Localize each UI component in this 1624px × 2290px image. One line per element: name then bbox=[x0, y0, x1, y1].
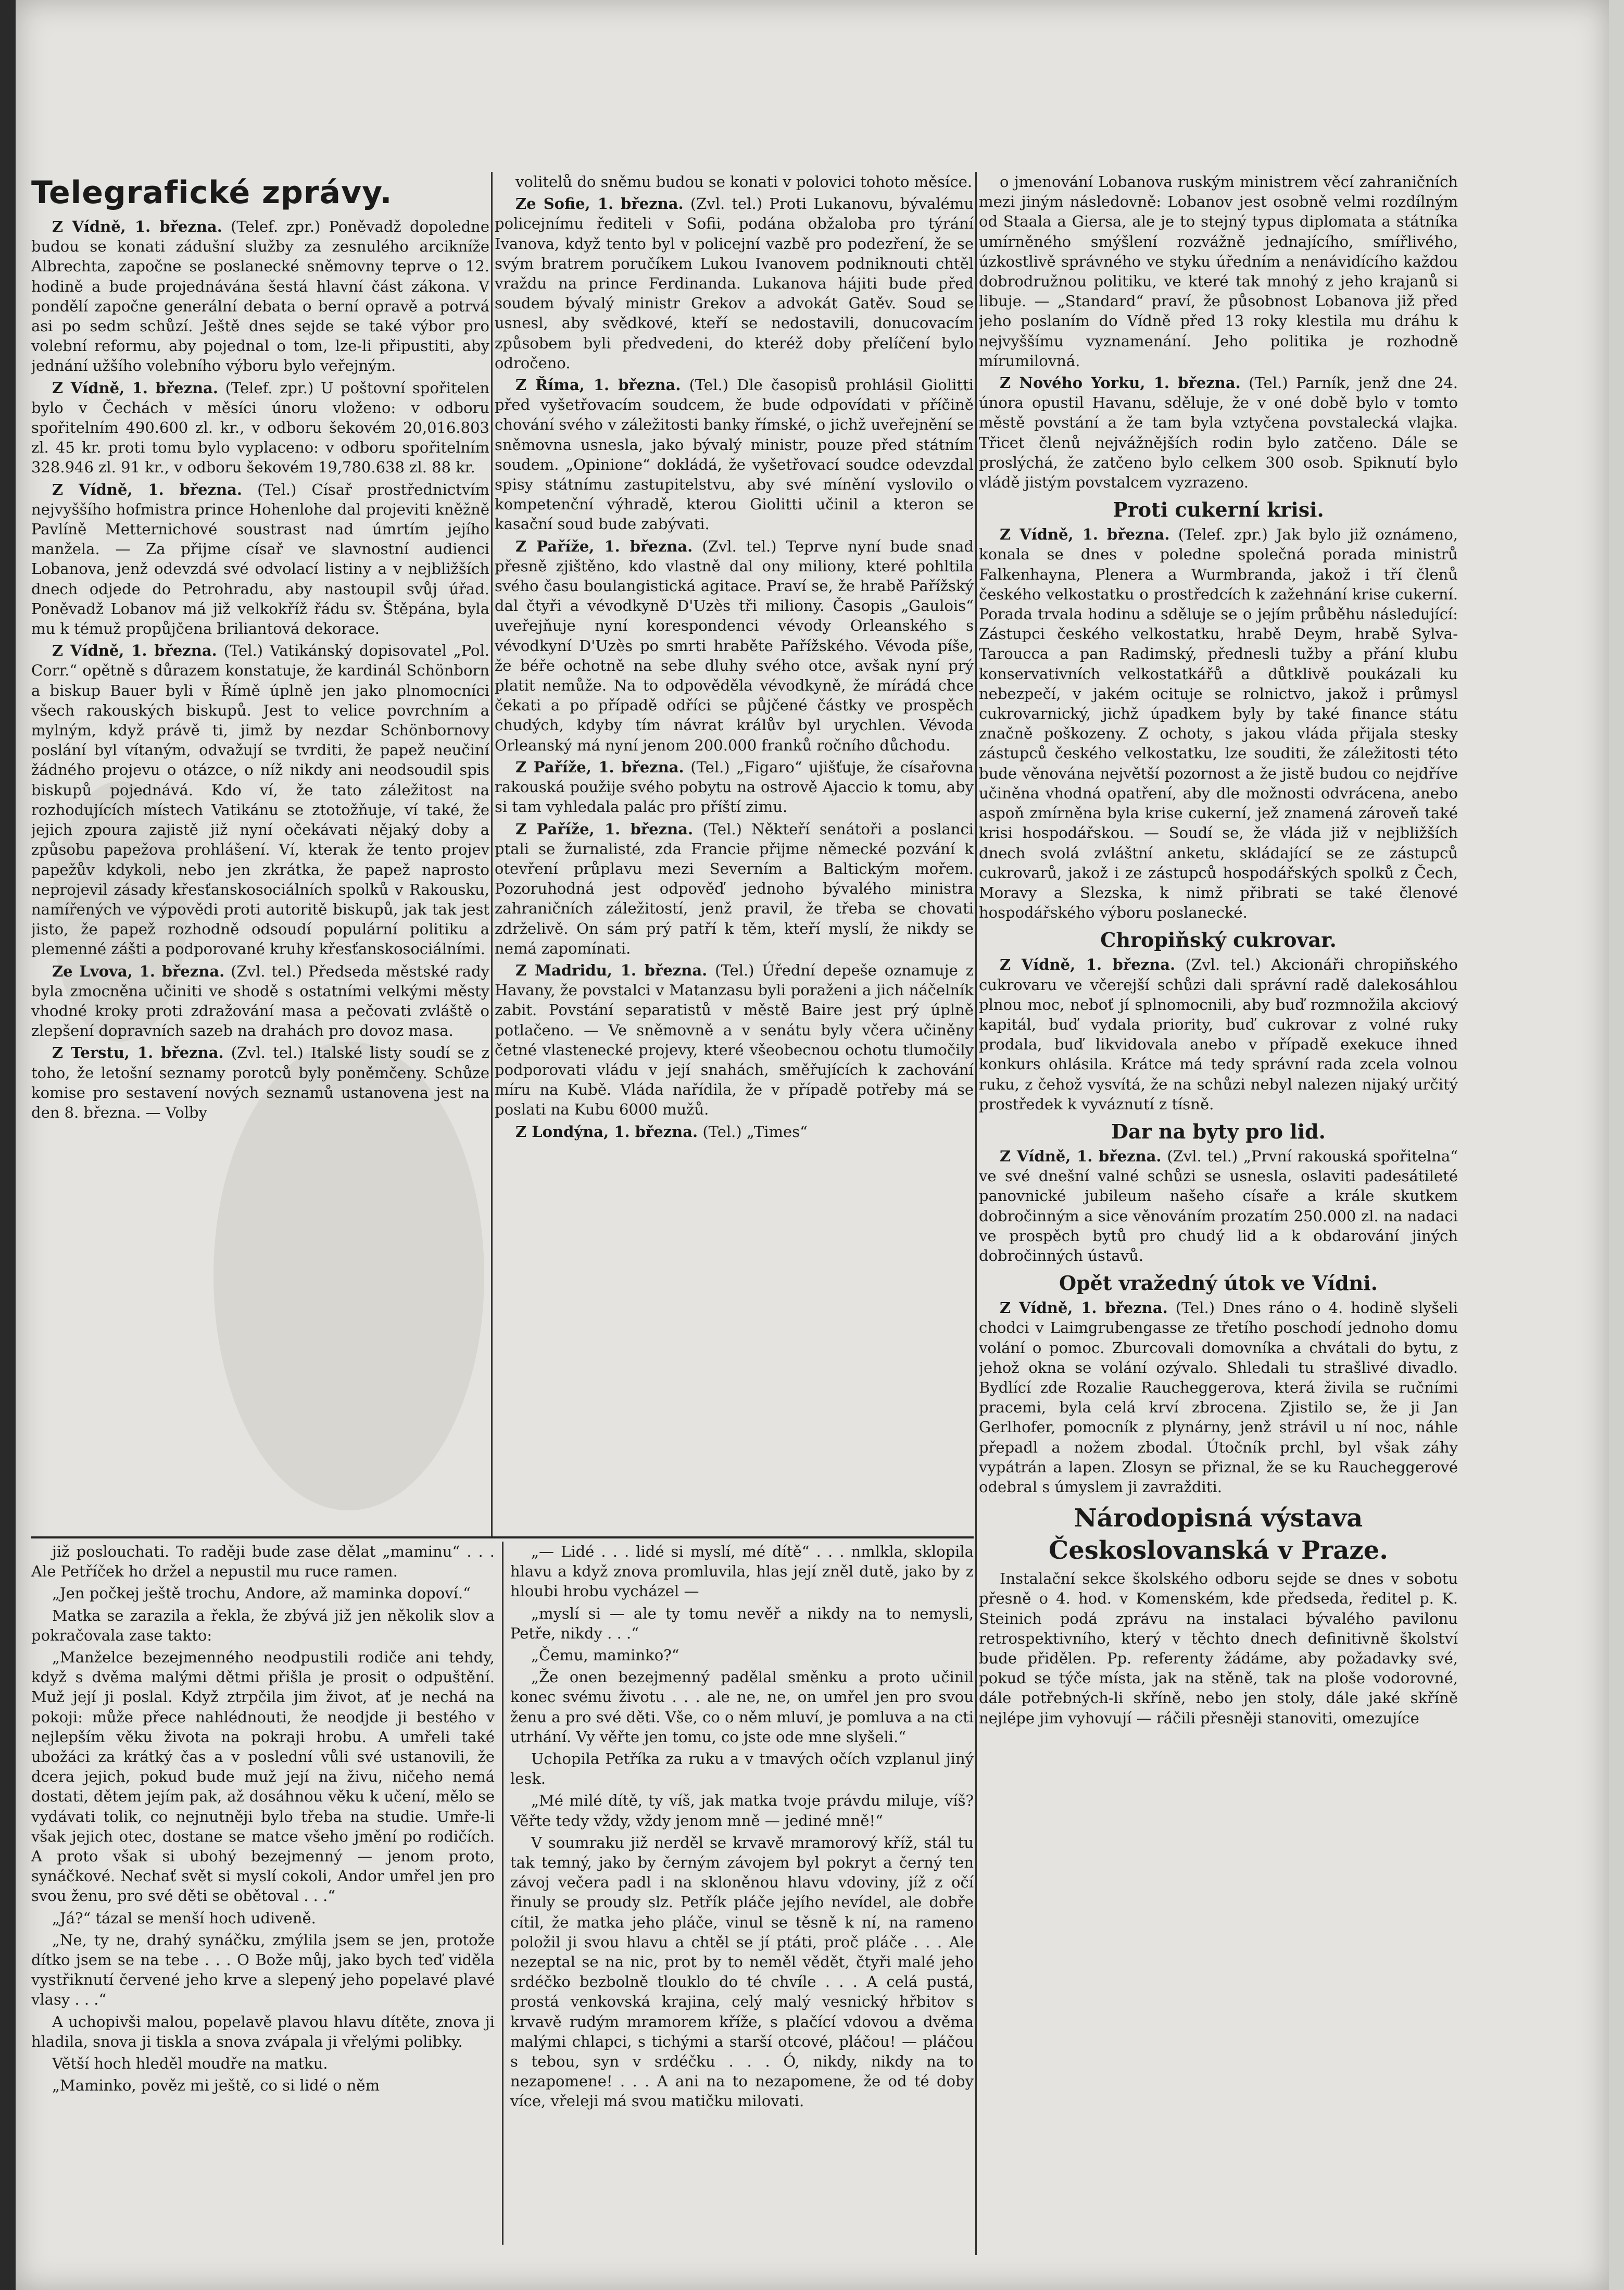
news-item bbox=[31, 480, 489, 639]
news-dateline: Ze Sofie, 1. března. bbox=[515, 195, 684, 213]
news-text: Vatikánský dopisovatel „Pol. Corr.“ opětně s důrazem konstatuje, že kardinál Schönborn a biskup Bauer byli v Římě úplně jen jako plnomocníci všech rakouských biskupů. Jest to velice povrchním a mylným, když právě ti, jimž by nezdar Schönbornovy poslání byl vítaným, odvažují se tvrditi, že papež neučiní žádného projevu o otázce, o níž nikdy ani neodsoudil spis biskupů pojednává. Kdo ví, že tato záležitost na rozhodujících místech Vatikánu se ztotožňuje, ví také, že jejich zpoura zajistě již nyní očekávati nějaký doby a způsobu papežova prohlášení. Ví, kterak že tento projev papežův kdykoli, nebo jen zkrátka, že papež naprosto neprojevil zásady křesťanskosociálních spolků v Rakousku, namířených ve výpovědi proti autoritě biskupů, jak tak jest jisto, že papež rozhodně odsoudí populární politiku a plemenné zášti a podporované kruhy křesťanskosociálními. bbox=[31, 642, 489, 958]
section-heading: Proti cukerní krisi. bbox=[1113, 498, 1324, 522]
feuilleton-paragraph: „Já?“ tázal se menší hoch udiveně. bbox=[52, 1909, 316, 1927]
column-3 bbox=[979, 172, 1458, 2259]
news-source: (Telef. zpr.) bbox=[231, 218, 321, 235]
feuilleton-paragraph: Matka se zarazila a řekla, že zbývá již jen několik slov a pokračovala zase takto: bbox=[31, 1606, 495, 1644]
news-dateline: Z Říma, 1. března. bbox=[515, 376, 681, 394]
news-source: (Tel.) bbox=[257, 480, 297, 498]
news-item bbox=[979, 373, 1458, 492]
news-text: Předseda městské rady byla zmocněna učiniti ve shodě s ostatními velkými městy vhodné kroky proti zdražování masa a pečovati zvláště o zlepšení dopravních sazeb na drahách pro dovoz masa. bbox=[31, 962, 489, 1040]
news-item bbox=[31, 961, 489, 1041]
news-dateline: Z Madridu, 1. března. bbox=[515, 961, 708, 979]
news-text: Poněvadž dopoledne budou se konati zádušní služby za zesnulého arcikníže Albrechta, započne se poslanecké sněmovny teprve o 12. hodině a bude projednávána šestá hlavní část zákona. V pondělí započne generální debata o berní opravě a potrvá asi po sedm schůzí. Ještě dnes sejde se také výbor pro volební reformu, aby pojednal o tom, lze-li připustiti, aby jednání užšího volebního výboru bylo veřejným. bbox=[31, 218, 489, 375]
news-source: (Telef. zpr.) bbox=[1178, 525, 1268, 544]
news-source: (Zvl. tel.) bbox=[1185, 956, 1261, 974]
feuilleton-paragraph: Větší hoch hleděl moudře na matku. bbox=[52, 2055, 328, 2073]
news-item bbox=[31, 1043, 489, 1122]
news-source: (Tel.) bbox=[223, 642, 263, 660]
news-item bbox=[31, 641, 489, 959]
news-dateline: Z Vídně, 1. března. bbox=[1000, 1147, 1162, 1165]
news-dateline: Z Terstu, 1. března. bbox=[52, 1044, 224, 1062]
news-item bbox=[495, 1122, 974, 1142]
news-text: Dle časopisů prohlásil Giolitti před vyšetřovacím soudcem, že bude odpovídati v příčině chování svého v záležitosti banky římské, o jichž uveřejnění se sněmovna usnesla, jako bývalý ministr, pouze před státním soudem. „Opinione“ dokládá, že vyšetřovací soudce odevzdal spisy státnímu zastupitelstvu, aby své mínění vyslovilo o kompetenční výhradě, kterou Giolitti učinil a kteron se kasační soud bude zabývati. bbox=[495, 376, 974, 533]
news-item bbox=[495, 819, 974, 958]
column-2 bbox=[495, 172, 974, 1526]
feuilleton-paragraph: „Jen počkej ještě trochu, Andore, až maminka dopoví.“ bbox=[52, 1584, 471, 1603]
news-item bbox=[495, 757, 974, 817]
news-dateline: Z Vídně, 1. března. bbox=[52, 379, 218, 397]
news-source: (Zvl. tel.) bbox=[690, 195, 763, 213]
news-item bbox=[979, 955, 1458, 1114]
news-text: U poštovní spořitelen bylo v Čechách v měsíci únoru vloženo: v odboru spořitelním 490.600 zl. kr., v odboru šekovém 20,016.803 zl. 45 kr. proti tomu bylo vyplaceno: v odboru spořitelním 328.946 zl. 91 kr., v odboru šekovém 19,780.638 zl. 88 kr. bbox=[31, 379, 489, 477]
news-text: Jak bylo již oznámeno, konala se dnes v poledne společná porada ministrů Falkenhayna, Plenera a Wurmbranda, jakož i tří členů českého velkostatku o prostředcích k zažehnání krise cukerní. Porada trvala hodinu a sděluje se o jejím průběhu následující: Zástupci českého velkostatku, hrabě Deym, hrabě Sylva-Taroucca a pan Radimský, přednesli tužby a přání klubu konservativních velkostatkářů a důtklivě poukázali ku nebezpečí, v jakém ocituje se rolnictvo, jakož i průmysl cukrovarnický, jichž úpadkem byly by také finance státu značně poškozeny. Z ochoty, s jakou vláda přijala stesky zástupců českého velkostatku, lze souditi, že záležitosti této bude věnována největší pozornost a že jistě budou co nejdříve učiněna vhodná opatření, aby dle možnosti odvrácena, anebo aspoň zmírněna byla krise cukerní, jež znamená zároveň také krisi hospodářskou. — Soudí se, že vláda již v nejbližších dnech svolá zvláštní anketu, skládající se ze zástupců cukrovarů, jakož i ze zástupců hospodářských spolků z Čech, Moravy a Slezska, k nimž přibrati se také členové hospodářského výboru poslanecké. bbox=[979, 525, 1458, 922]
news-item bbox=[495, 536, 974, 755]
news-dateline: Z Vídně, 1. března. bbox=[52, 480, 243, 498]
news-text: Úřední depeše oznamuje z Havany, že povstalci v Matanzasu byli poraženi a jich náčelník zabit. Povstání separatistů v městě Baire jest prý úplně potlačeno. — Ve sněmovně a v senátu byly včera učiněny četné vlastenecké projevy, které všeobecnou ochotu tlumočily podporovati vládu v její snahách, směřujících k zachování míru na Kubě. Vláda nařídila, že v případě potřeby má se poslati na Kubu 6000 mužů. bbox=[495, 961, 974, 1119]
news-dateline: Z Paříže, 1. března. bbox=[515, 820, 694, 838]
news-text: Italské listy soudí se z toho, že letošní seznamy porotců byly poněmčeny. Schůze komise pro sestavení nových seznamů ustanovena jest na den 8. března. — Volby bbox=[31, 1044, 489, 1121]
section-heading: Dar na byty pro lid. bbox=[1111, 1119, 1326, 1143]
news-text: Parník, jenž dne 24. února opustil Havanu, sděluje, že v oné době bylo v tomto městě povstání a že tam byla vztyčena povstalecká vlajka. Třicet členů nejvážnějších rodin bylo zatčeno. Dále se proslýchá, že zatčeno bylo celkem 300 osob. Spiknutí bylo vládě jistým povstalcem vyzrazeno. bbox=[979, 374, 1458, 492]
feuilleton-paragraph: již poslouchati. To raději bude zase dělat „maminu“ . . . Ale Petříček ho držel a nepustil mu ruce ramen. bbox=[31, 1543, 495, 1581]
news-text: Někteří senátoři a poslanci ptali se žurnalisté, zda Francie přijme německé pozvání k otevření průplavu mezi Severním a Baltickým mořem. Pozoruhodná jest odpověď jednoho bývalého ministra zahraničních záležitostí, jenž pravil, že třeba se chovati zdrželivě. On sám prý patří k těm, kteří myslí, že nikdy se nemá zapomínati. bbox=[495, 820, 974, 957]
news-item bbox=[979, 172, 1458, 371]
news-dateline: Z Vídně, 1. března. bbox=[1000, 956, 1176, 974]
page-edge-left bbox=[0, 0, 16, 2290]
news-source: (Tel.) bbox=[689, 376, 729, 394]
news-text: Císař prostřednictvím nejvyššího hofmistra prince Hohenlohe dal projeviti kněžně Pavlíně Metternichové soustrast nad úmrtím jejího manžela. — Za přijme císař ve slavnostní audienci Lobanova, jenž odevzdá své odvolací listiny a v nejbližších dnech odjede do Petrohradu, aby nastoupil svůj úřad. Poněvadž Lobanov má již velkokříž řádu sv. Štěpána, byla mu k témuž propůjčena briliantová dekorace. bbox=[31, 480, 489, 638]
feuilleton-paragraph: „— Lidé . . . lidé si myslí, mé dítě“ . . . nmlkla, sklopila hlavu a když znova promluvila, hlas její zněl dutě, jako by z hloubi hrobu vycházel — bbox=[510, 1543, 974, 1600]
news-dateline: Z Nového Yorku, 1. března. bbox=[1000, 374, 1241, 392]
news-source: (Tel.) bbox=[1249, 374, 1288, 392]
news-dateline: Z Vídně, 1. března. bbox=[1000, 525, 1170, 544]
news-dateline: Z Vídně, 1. března. bbox=[52, 218, 222, 235]
news-item bbox=[31, 378, 489, 478]
news-dateline: Z Paříže, 1. března. bbox=[515, 758, 684, 776]
news-item bbox=[495, 375, 974, 534]
feuilleton-paragraph: „Maminko, pověz mi ještě, co si lidé o něm bbox=[52, 2076, 380, 2095]
section-heading: Národopisná výstava Českoslovanská v Praze. bbox=[1049, 1504, 1388, 1566]
news-dateline: Z Paříže, 1. března. bbox=[515, 537, 693, 555]
news-item bbox=[979, 1146, 1458, 1266]
news-item bbox=[495, 960, 974, 1120]
news-item bbox=[31, 217, 489, 376]
news-text: „První rakouská spořitelna“ ve své dnešní valné schůzi se usnesla, oslaviti padesátileté panovnické jubileum našeho císaře a krále skutkem dobročinným a sice věnováním prozatím 250.000 zl. na nadaci ve prospěch bytů pro chudý lid a k obdarování jiných dobročinných ústavů. bbox=[979, 1147, 1458, 1265]
feuilleton-paragraph: „Že onen bezejmenný padělal směnku a proto učinil konec svému životu . . . ale ne, ne, on umřel jen pro svou ženu a pro své děti. Vše, co o něm mluví, je pomluva a na cti utrhání. Vy věřte jen tomu, co jste ode mne slyšeli.“ bbox=[510, 1668, 974, 1746]
news-dateline: Z Vídně, 1. března. bbox=[52, 642, 217, 660]
column-1 bbox=[31, 172, 489, 1526]
news-source: (Tel.) bbox=[1175, 1299, 1215, 1317]
news-source: (Tel.) bbox=[702, 1122, 742, 1141]
news-item bbox=[979, 524, 1458, 922]
news-item bbox=[979, 1298, 1458, 1497]
news-text: Akcionáři chropiňského cukrovaru ve včerejší schůzi dali správní radě dalekosáhlou plnou moc, neboť jí splnomocnili, aby buď rozmnožila akciový kapitál, buď vydala priority, buď cukrovar z volné ruky prodala, buď likvidovala anebo v případě exekuce ihned konkurs ohlásila. Krátce má tedy správní rada zcela volnou ruku, z čehož vysvítá, že na schůzi nebyl nalezen nijaký určitý prostředek k vyváznutí z tísně. bbox=[979, 956, 1458, 1113]
feuilleton bbox=[31, 1536, 974, 2260]
feuilleton-paragraph: „myslí si — ale ty tomu nevěř a nikdy na to nemysli, Petře, nikdy . . .“ bbox=[510, 1604, 974, 1642]
news-item bbox=[495, 194, 974, 373]
news-text: volitelů do sněmu budou se konati v polovici tohoto měsíce. bbox=[515, 173, 973, 191]
news-text: Teprve nyní bude snad přesně zjištěno, kdo vlastně dal ony miliony, které pohltila svého času boulangistická agitace. Praví se, že hrabě Pařížský dal čtyři a vévodkyně D'Uzès tři miliony. Časopis „Gaulois“ uveřejňuje nyní korespondenci vévody Orleanského s vévodkyní D'Uzès po smrti hraběte Pařížského. Vévoda píše, že béře ochotně na sebe dluhy svého otce, avšak nyní prý platit nemůže. Na to odpověděla vévodkyně, že mírádá chce čekati a po případě odříci se půjčené částky ve prospěch chudých, kdyby tím návrat králův byl urychlen. Vévoda Orleanský má nyní jenom 200.000 franků ročního důchodu. bbox=[495, 537, 974, 754]
news-source: (Tel.) bbox=[715, 961, 754, 979]
news-text: Instalační sekce školského odboru sejde se dnes v sobotu přesně o 4. hod. v Komenském, kde předseda, ředitel p. K. Steinich podá zprávu na instalaci bývalého pavilonu retrospektivního, který v těchto dnech definitivně školství bude přidělen. Pp. referenty žádáme, aby požadavky své, pokud se týče místa, jak na stěně, tak na ploše vodorovné, dále potřebných-li skříně, nebo jen stoly, dále jaké skříně nejlépe jim vyhovují — ráčili přesněji stanoviti, omezujíce bbox=[979, 1570, 1458, 1727]
feuilleton-paragraph: „Mé milé dítě, ty víš, jak matka tvoje právdu miluje, víš? Věřte tedy vždy, vždy jenom mně — jediné mně!“ bbox=[510, 1792, 974, 1830]
news-item bbox=[495, 172, 974, 192]
news-source: (Zvl. tel.) bbox=[702, 537, 777, 555]
feuilleton-paragraph: „Manželce bezejmenného neodpustili rodiče ani tehdy, když s dvěma malými dětmi přišla je prosit o odpuštění. Muž její ji poslal. Když ztrpčila jim život, ať je nechá na pokoji: může přece nahlédnouti, že neodjde ji bestého v nejlepším věku života na pokraji hrobu. A umřeli také ubožáci za krátký čas a v poslední vůli své ustanovili, že dcera jejich, pokud bude muž její na živu, ničeho nemá dostati, dětem jejím pak, až dosáhnou věku k učení, mělo se vydávati tolik, co nejnutněji bylo třeba na studie. Umře-li však jejich otec, dostane se matce všeho jmění po rodičích. A proto však si ubohý bezejmenný — jenom proto, synáčkové. Nechať svět si myslí cokoli, Andor umřel jen pro svou ženu, pro své děti se obětoval . . .“ bbox=[31, 1648, 495, 1905]
section-masthead: Telegrafické zprávy. bbox=[31, 174, 393, 211]
news-source: (Telef. zpr.) bbox=[225, 379, 314, 397]
section-heading: Opět vražedný útok ve Vídni. bbox=[1059, 1271, 1378, 1295]
news-text: „Figaro“ ujišťuje, že císařovna rakouská použije svého pobytu na ostrově Ajaccio k tomu, aby si tam vyhledala palác pro příští zimu. bbox=[495, 758, 974, 816]
feuilleton-paragraph: „Ne, ty ne, drahý synáčku, zmýlila jsem se jen, protože dítko jsem se na tebe . . . O Bože můj, jako bych teď viděla vystřiknutí červené jeho krve a slepený jeho popelavé plavé vlasy . . .“ bbox=[31, 1931, 495, 2009]
news-text: Dnes ráno o 4. hodině slyšeli chodci v Laimgrubengasse ze třetího poschodí jednoho domu volání o pomoc. Zburcovali domovníka a chvátali do bytu, z jehož okna se volání ozývalo. Shledali tu strašlivé divadlo. Bydlící zde Rozalie Raucheggerova, která živila se ručními pracemi, byla celá krví zbrocena. Zjistilo se, že ji Jan Gerlhofer, pomocník z plynárny, jenž strávil u ní noc, náhle přepadl a nožem zbodal. Útočník prchl, byl však záhy vypátrán a lapen. Zlosyn se přiznal, že se ku Raucheggerové odebral s úmyslem ji zavražditi. bbox=[979, 1299, 1458, 1496]
news-source: (Tel.) bbox=[690, 758, 730, 776]
news-source: (Tel.) bbox=[702, 820, 742, 838]
feuilleton-paragraph: V soumraku již nerděl se krvavě mramorový kříž, stál tu tak temný, jako by černým závojem byl pokryt a černý ten závoj večera padl i na skloněnou hlavu vdoviny, jíž z očí řinuly se proudy slz. Petřík pláče jejího nevídel, ale dobře cítil, že matka jeho pláče, vinul se těsně k ní, na rameno položil ji svou hlavu a chtěl se jí ptáti, proč pláče . . . Ale nezeptal se na nic, prot by to neměl vědět, čtyři malé jeho srdéčko bezbolně tlouklo do té chvíle . . . A celá pustá, prostá venkovská krajina, celý malý vesnický hřbitov s krvavě rudým mramorem kříže, s plačící vdovou a dvěma malými chlapci, s tichými a starší otcové, pláčou! — pláčou s tebou, syn v srdéčku . . . Ó, nikdy, nikdy na to nezapomene! . . . A ani na to nezapomene, že od té doby více, vřeleji má svou matičku milovati. bbox=[510, 1833, 974, 2110]
feuilleton-paragraph: A uchopivši malou, popelavě plavou hlavu dítěte, znova ji hladila, snova ji tiskla a snova zvápala ji vřelými polibky. bbox=[31, 2012, 495, 2050]
news-dateline: Ze Lvova, 1. března. bbox=[52, 962, 225, 980]
column-rule bbox=[491, 172, 493, 1536]
column-rule bbox=[975, 172, 977, 2255]
news-dateline: Z Londýna, 1. března. bbox=[515, 1122, 698, 1141]
news-item bbox=[979, 1569, 1458, 1728]
news-source: (Zvl. tel.) bbox=[1167, 1147, 1238, 1165]
news-dateline: Z Vídně, 1. března. bbox=[1000, 1299, 1168, 1317]
feuilleton-paragraph: Uchopila Petříka za ruku a v tmavých očích vzplanul jiný lesk. bbox=[510, 1750, 974, 1788]
feuilleton-divider bbox=[31, 1536, 974, 1538]
feuilleton-paragraph: „Čemu, maminko?“ bbox=[531, 1646, 679, 1665]
news-text: „Times“ bbox=[746, 1122, 808, 1141]
news-text: o jmenování Lobanova ruským ministrem věcí zahraničních mezi jiným následovně: Lobanov jest osobně velmi rozdílným od Staala a Giersa, ale je to stejný typus diplomata a státníka umírněného smýšlení rozvážně jednajícího, smířlivého, úzkostlivě správného ve styku úředním a nenávidícího každou dobrodružnou politiku, ve které tak mnohý z jeho krajanů si libuje. — „Standard“ praví, že působnost Lobanova již před jeho poslaním do Vídně před 13 roky klestila mu dráhu k nejvyššímu vyznamenání. Jeho politika je rozhodně mírumilovná. bbox=[979, 173, 1458, 370]
section-heading: Chropiňský cukrovar. bbox=[1100, 928, 1337, 952]
news-text: Proti Lukanovu, bývalému policejnímu řediteli v Sofii, podána obžaloba pro týrání Ivanova, když tento byl v policejní vazbě pro podezření, že se svým bratrem poručíkem Lukou Ivanovem podniknouti chtěl vraždu na prince Ferdinanda. Lukanova hájiti bude před soudem bývalý ministr Grekov a advokát Gatěv. Soud se usnesl, aby svědkové, kteří se nedostavili, donucovacím způsobem byli předvedeni, do kteréž doby přelíčení bylo odročeno. bbox=[495, 195, 974, 372]
news-source: (Zvl. tel.) bbox=[231, 1044, 304, 1062]
news-source: (Zvl. tel.) bbox=[231, 962, 303, 980]
